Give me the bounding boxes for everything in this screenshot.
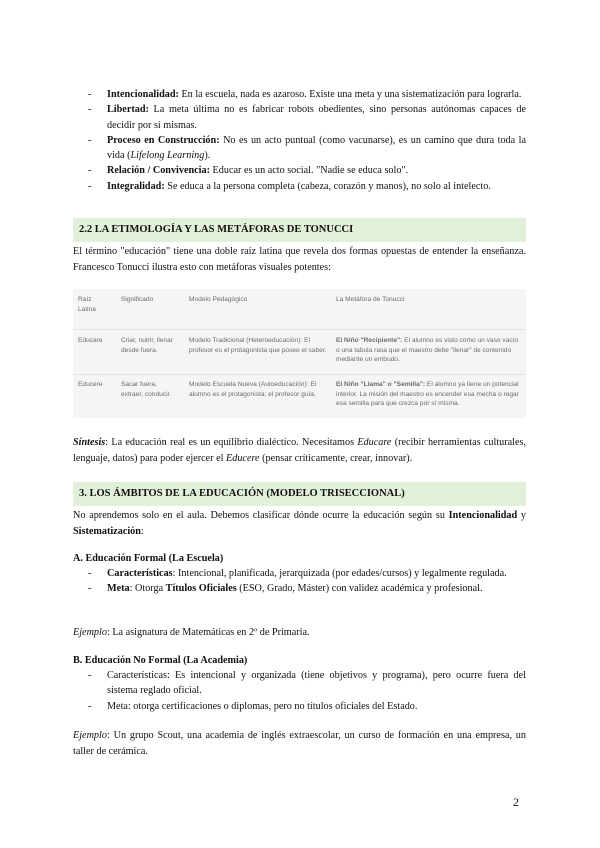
section-heading-3: 3. LOS ÁMBITOS DE LA EDUCACIÓN (MODELO TRISECCIONAL) [73,482,526,506]
cell-metaphor: El Niño "Recipiente": El alumno es visto como un vaso vacío o una tabula rasa que el maestro debe "llenar" de contenido mediante un embudo. [336,337,519,364]
section-heading-2-2: 2.2 LA ETIMOLOGÍA Y LAS METÁFORAS DE TONUCCI [73,218,526,242]
list-item: - Libertad: La meta última no es fabricar robots obedientes, sino personas autónomas capaces de decidir por sí mismas. [88,104,526,131]
table-header-row [73,289,526,330]
section-3-intro: No aprendemos solo en el aula. Debemos clasificar dónde ocurre la educación según su Intencionalidad y Sistematización: [73,510,527,537]
list-item: - Relación / Convivencia: Educar es un acto social. "Nadie se educa solo". [88,165,409,177]
list-item: - Integralidad: Se educa a la persona completa (cabeza, corazón y manos), no solo al intelecto. [88,180,491,192]
header-model: Modelo Pedagógico [189,296,248,303]
formal-education-list [88,566,526,597]
synthesis-paragraph: Síntesis: La educación real es un equilibrio dialéctico. Necesitamos Educare (recibir herramientas culturales, lenguaje, datos) para poder ejercer el Educere (pensar críticamente, crear, innovar). [73,437,526,464]
cell-root: Educere [78,381,103,388]
cell-meaning: Criar, nutrir, llenar desde fuera. [121,337,174,354]
nonformal-education-list [88,668,526,714]
cell-metaphor: El Niño "Llama" o "Semilla": El alumno ya tiene un potencial interior. La misión del maestro es encender esa mecha o regar esa semilla para que crezca por sí misma. [336,381,519,408]
list-item: - Meta: otorga certificaciones o diplomas, pero no títulos oficiales del Estado. [88,700,418,712]
formal-example: Ejemplo: La asignatura de Matemáticas en 2º de Primaria. [73,627,310,638]
cell-model: Modelo Escuela Nueva (Autoeducación): El alumno es el protagonista; el profesor guía. [189,381,317,398]
header-metaphor: La Metáfora de Tonucci [336,296,405,303]
cell-meaning: Sacar fuera, extraer, conducir. [121,381,172,398]
list-item: - Intencionalidad: En la escuela, nada es azaroso. Existe una meta y una sistematización para lograrla. [88,89,522,100]
table-row [73,330,526,375]
list-item: - Proceso en Construcción: No es un acto puntual (como vacunarse), es un camino que dura toda la vida (Lifelong Learning). [88,134,526,162]
principles-list [88,87,526,194]
list-item: - Características: Es intencional y organizada (tiene objetivos y programa), pero ocurre fuera del sistema reglado oficial. [88,670,526,697]
etymology-table [73,289,526,418]
cell-root: Educare [78,337,103,344]
cell-model: Modelo Tradicional (Heteroeducación): El profesor es el protagonista que posee el saber. [189,337,327,354]
nonformal-example: Ejemplo: Un grupo Scout, una academia de inglés extraescolar, un curso de formación en una empresa, un taller de cerámica. [73,730,526,757]
list-item: - Características: Intencional, planificada, jerarquizada (por edades/cursos) y legalmente regulada. [88,568,507,579]
formal-education-title: A. Educación Formal (La Escuela) [73,553,224,564]
page-number: 2 [513,795,519,809]
header-root: Raíz Latina [78,296,96,313]
list-item: - Meta: Otorga Títulos Oficiales (ESO, Grado, Máster) con validez académica y profesional. [88,583,483,595]
section-2-2-intro: El término "educación" tiene una doble raíz latina que revela dos formas opuestas de entender la enseñanza. Francesco Tonucci ilustra esto con metáforas visuales potentes: [73,246,526,273]
nonformal-education-title: B. Educación No Formal (La Academia) [73,655,248,666]
header-meaning: Significado [121,296,154,303]
